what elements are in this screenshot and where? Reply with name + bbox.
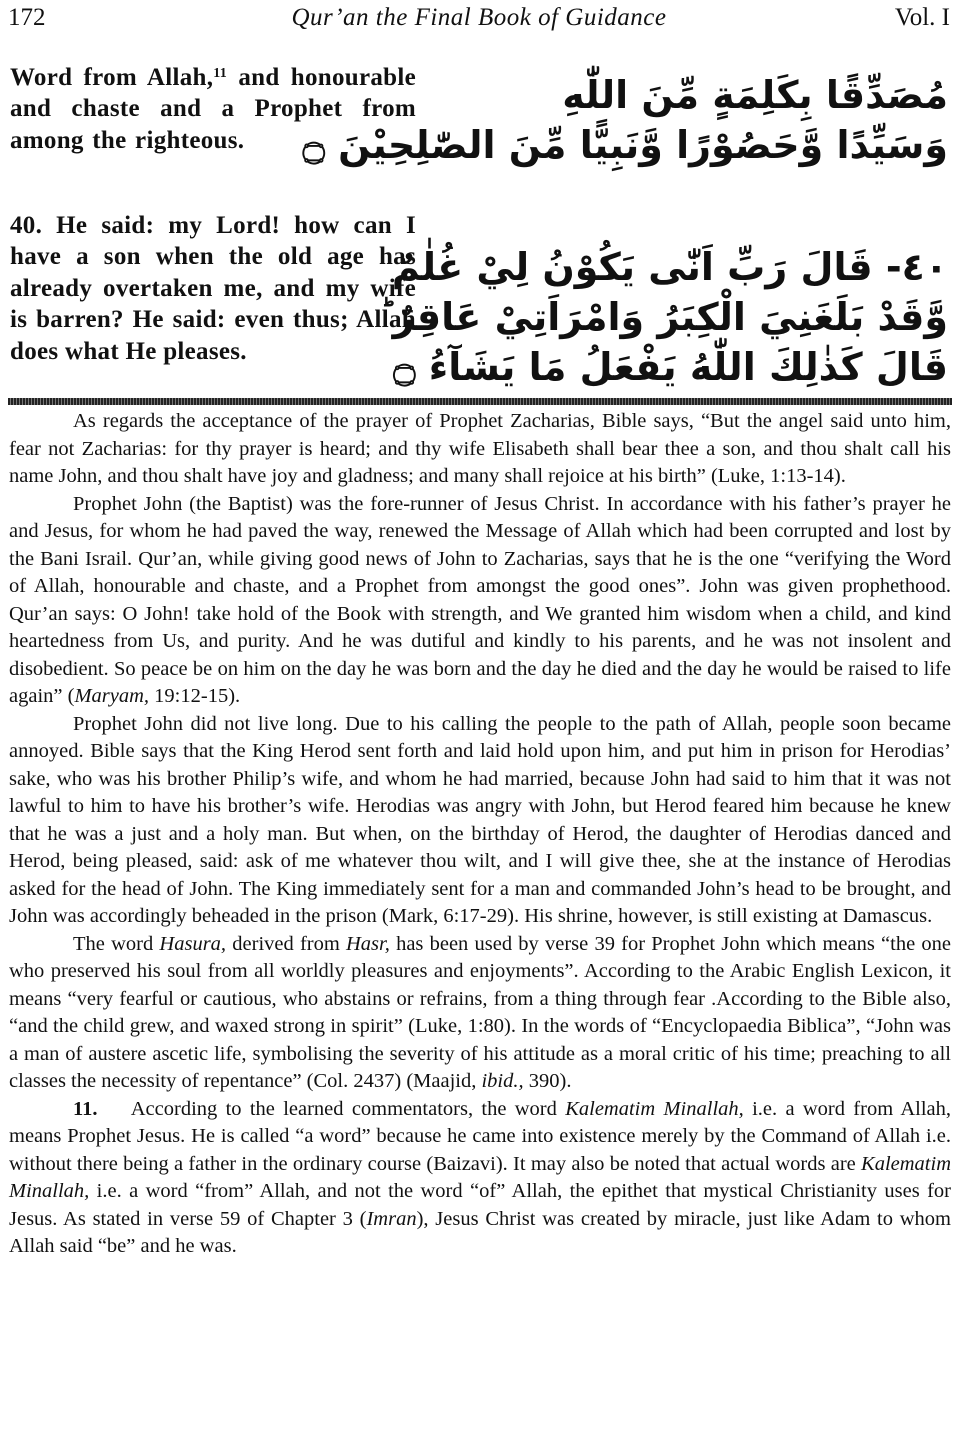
text-run: 19:12-15). (149, 685, 241, 707)
italic-run: Hasura, (159, 932, 227, 955)
footnote-number: 11. (73, 1097, 98, 1120)
arabic-line: قَالَ كَذٰلِكَ اللّٰهُ يَفْعَلُ مَا يَشَآءُ ۝ (393, 345, 948, 389)
arabic-line: وَّقَدْ بَلَغَنِيَ الْكِبَرُ وَامْرَاَتِيْ عَاقِرٌ ؕ (379, 295, 948, 339)
text-run: derived from (226, 932, 346, 955)
commentary-body (9, 408, 951, 1261)
verse-text-rest: and honourable and chaste and a Prophet from among the righteous. (10, 64, 417, 154)
arabic-line: مُصَدِّقًا بِكَلِمَةٍ مِّنَ اللّٰهِ (562, 73, 948, 117)
text-run: i.e. a word from Allah, means Prophet Jesus. He is called “a word” because he came into existence merely by the Command of Allah i.e. without there being a father in the ordinary course (Baizavi). It may also be noted that actual words are (9, 1097, 951, 1175)
page-number: 172 (8, 4, 46, 31)
commentary-paragraph: As regards the acceptance of the prayer of Prophet Zacharias, Bible says, “But the angel said unto him, fear not Zacharias: for thy prayer is heard; and thy wife Elisabeth shall bear thee a son, and thou shalt call his name John, and thou shalt have joy and gladness; and many shall rejoice at his birth” (Luke, 1:13-14). (9, 410, 951, 487)
text-run: has been used by verse 39 for Prophet John which means “the one who preserved his soul from all worldly pleasures and enjoyments”. According to the Arabic English Lexicon, it means “very fearful or cautious, who abstains or refrains, from a thing through fear .According to the Bible also, “and the child grew, and waxed strong in spirit” (Luke, 1:80). In the words of “Encyclopaedia Biblica”, “John was a man of austere ascetic life, symbolising the severity of his attitude as a moral critic of his time; preaching to all classes the necessity of repentance” (Col. 2437) (Maajid, (9, 932, 951, 1092)
text-run: The word (73, 932, 160, 955)
italic-run: ibid., (481, 1070, 524, 1092)
verse-translation-40: 40. He said: my Lord! how can I have a son when the old age has already overtaken me, and my wife is barren? He said: even thus; Allah does what He pleases. (10, 212, 416, 365)
italic-run: Kalematim Minallah, (565, 1097, 744, 1120)
running-title: Qur’an the Final Book of Guidance (291, 4, 667, 31)
commentary-paragraph (9, 1096, 951, 1261)
volume-label: Vol. I (894, 4, 950, 31)
verse-text: Word from Allah, (10, 64, 214, 91)
arabic-verse-39 (302, 70, 948, 170)
italic-run: Imran (366, 1207, 417, 1230)
italic-run: Kalematim Minallah, (9, 1152, 951, 1202)
commentary-paragraph (9, 931, 951, 1096)
italic-run: Maryam, (74, 685, 150, 707)
italic-run: Hasr, (346, 932, 390, 955)
text-run: ), Jesus Christ was created by miracle, just like Adam to whom Allah said “be” and he was. (9, 1207, 951, 1257)
footnote-marker: 11 (213, 66, 228, 81)
text-run: 390). (523, 1070, 572, 1092)
arabic-line: وَسَيِّدًا وَّحَصُوْرًا وَّنَبِيًّا مِّنَ الصّٰلِحِيْنَ ۝ (302, 123, 948, 167)
page-header (8, 2, 950, 36)
text-run: According to the learned commentators, the word (130, 1097, 566, 1120)
arabic-line: ٤٠- قَالَ رَبِّ اَنّٰى يَكُوْنُ لِيْ غُلٰمٌ (391, 245, 948, 289)
arabic-verse-40 (379, 242, 948, 392)
commentary-paragraph: Prophet John did not live long. Due to his calling the people to the path of Allah, people soon became annoyed. Bible says that the King Herod sent forth and laid hold upon him, and put him in prison for Herodias’ sake, who was his brother Philip’s wife, and whom he had married, because John had said to him that it was not lawful to him to have his brother’s wife. Herodias was angry with John, but Herod feared him because he knew that he was a just and a holy man. But when, on the birthday of Herod, the daughter of Herodias danced and Herod, being pleased, said: ask of me whatever thou wilt, and I will give thee, she at the instance of Herodias asked for the head of John. The King immediately sent for a man and commanded John’s head to be brought, and John was accordingly beheaded in the prison (Mark, 6:17-29). His shrine, however, is still existing at Damascus. (9, 712, 951, 927)
text-run: i.e. a word “from” Allah, and not the word “of” Allah, the epithet that mystical Christianity uses for Jesus. As stated in verse 59 of Chapter 3 ( (9, 1180, 951, 1230)
text-run: Prophet John (the Baptist) was the fore-runner of Jesus Christ. In accordance with his father’s prayer he and Jesus, for whom he had paved the way, renewed the Message of Allah which had been corrupted and lost by the Bani Israil. Qur’an, while giving good news of John to Zacharias, says that he is the one “verifying the Word of Allah, honourable and chaste, and a Prophet from amongst the good ones”. John was given prophethood. Qur’an says: O John! take hold of the Book with strength, and We granted him wisdom when a child, and kind heartedness from Us, and purity. And he was dutiful and kindly to his parents, and he was not insolent and disobedient. So peace be on him on the day he was born and the day he died and the day he would be raised to life again” ( (9, 492, 951, 707)
commentary-paragraph (9, 491, 951, 711)
section-divider (8, 398, 952, 405)
